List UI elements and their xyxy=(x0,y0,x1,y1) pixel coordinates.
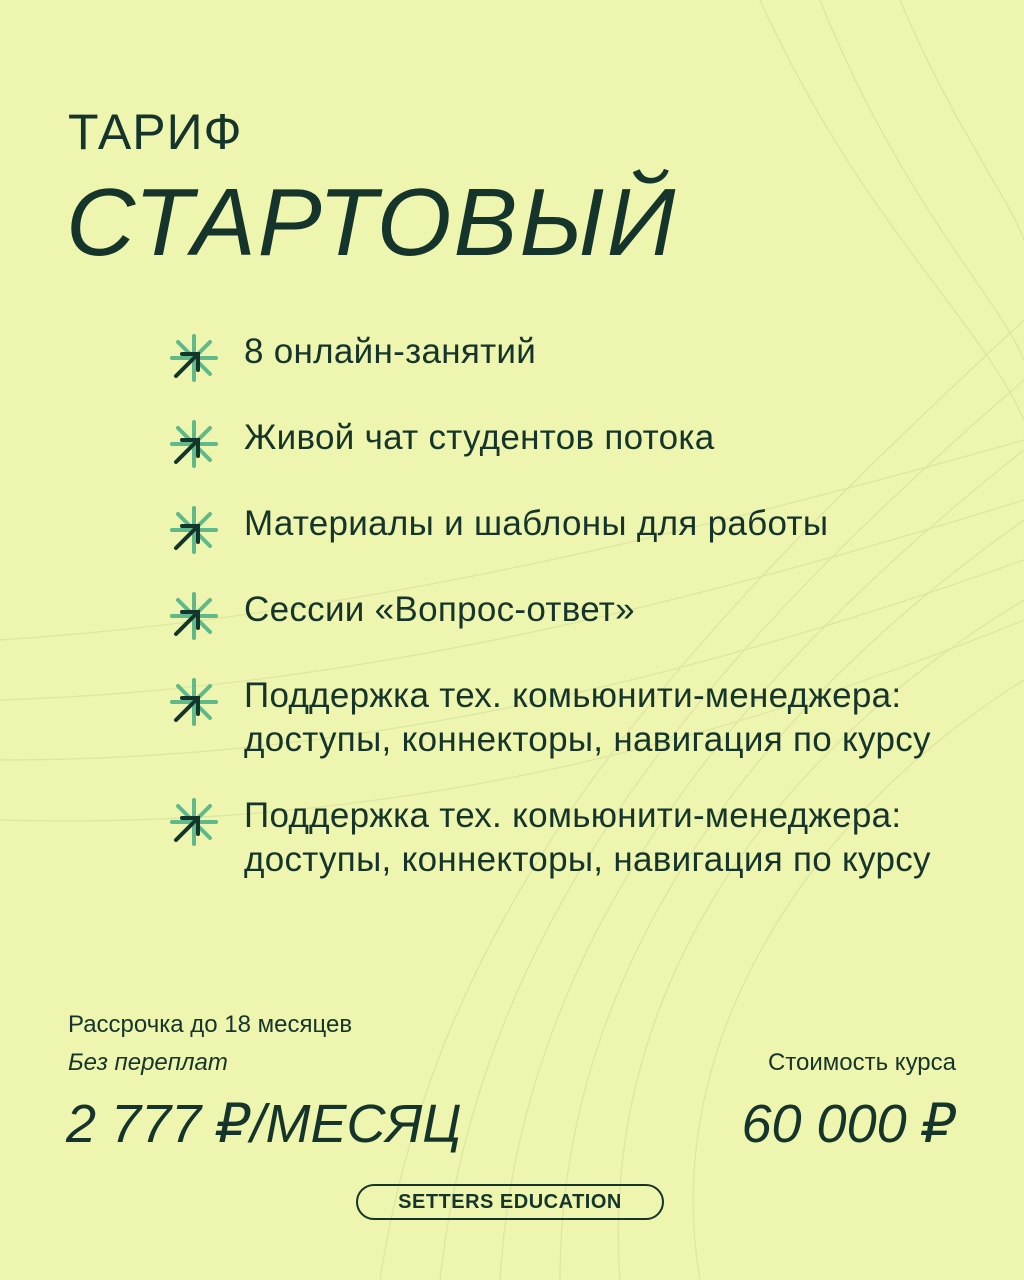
feature-text: Поддержка тех. комьюнити-менеджера: доступы, коннекторы, навигация по курсу xyxy=(244,796,931,879)
feature-item xyxy=(168,794,968,882)
no-overpay-text: Без переплат xyxy=(68,1049,228,1076)
feature-item xyxy=(168,330,968,384)
installment-text: Рассрочка до 18 месяцев xyxy=(68,1011,353,1038)
feature-text: 8 онлайн-занятий xyxy=(244,332,537,371)
feature-item xyxy=(168,674,968,762)
feature-list xyxy=(168,330,968,882)
feature-text: Поддержка тех. комьюнити-менеджера: доступы, коннекторы, навигация по курсу xyxy=(244,676,931,759)
course-price: 60 000 ₽ xyxy=(741,1094,956,1154)
brand-badge: SETTERS EDUCATION xyxy=(356,1184,664,1220)
monthly-price: 2 777 ₽/МЕСЯЦ xyxy=(66,1094,462,1154)
feature-text: Живой чат студентов потока xyxy=(244,418,715,457)
feature-item xyxy=(168,502,968,556)
course-cost-label: Стоимость курса xyxy=(767,1049,956,1076)
asterisk-arrow-icon xyxy=(168,418,220,470)
feature-item xyxy=(168,588,968,642)
feature-text: Сессии «Вопрос-ответ» xyxy=(244,590,635,629)
asterisk-arrow-icon xyxy=(168,590,220,642)
asterisk-arrow-icon xyxy=(168,676,220,728)
asterisk-arrow-icon xyxy=(168,796,220,848)
asterisk-arrow-icon xyxy=(168,504,220,556)
asterisk-arrow-icon xyxy=(168,332,220,384)
feature-text: Материалы и шаблоны для работы xyxy=(244,504,829,543)
feature-item xyxy=(168,416,968,470)
tariff-label: ТАРИФ xyxy=(68,104,243,160)
tariff-name: СТАРТОВЫЙ xyxy=(66,169,678,276)
